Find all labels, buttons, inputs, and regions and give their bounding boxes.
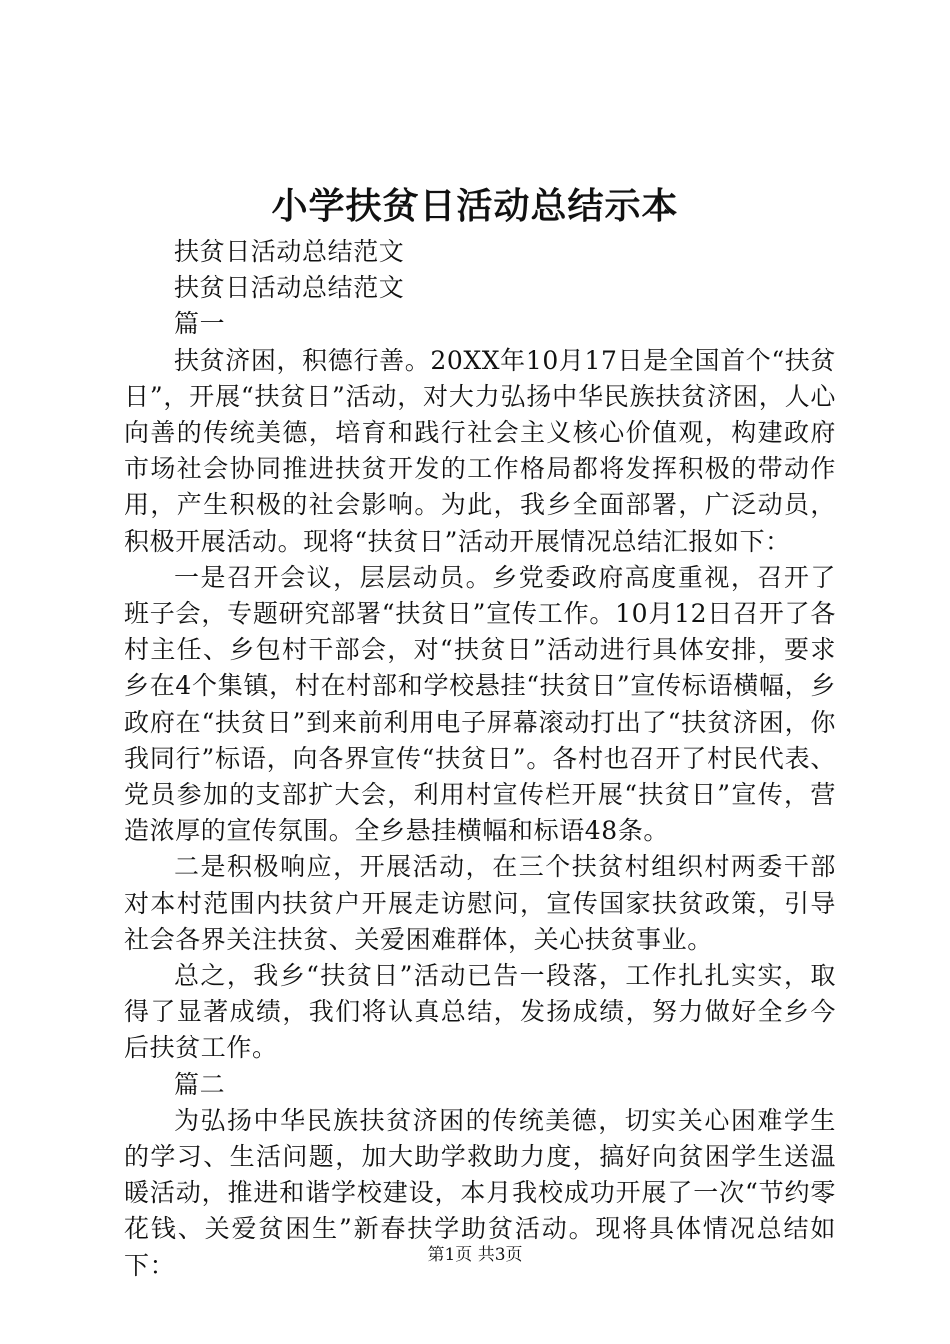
paragraph-intro: 扶贫济困，积德行善。20XX年10月17日是全国首个“扶贫日”，开展“扶贫日”活动，对大力弘扬中华民族扶贫济困，人心向善的传统美德，培育和践行社会主义核心价值观，构建政府市场社会协同推进扶贫开发的工作格局都将发挥积极的带动作用，产生积极的社会影响。为此，我乡全面部署，广泛动员，积极开展活动。现将“扶贫日”活动开展情况总结汇报如下： <box>124 345 836 556</box>
paragraph-section-2: 为弘扬中华民族扶贫济困的传统美德，切实关心困难学生的学习、生活问题，加大助学救助力度，搞好向贫困学生送温暖活动，推进和谐学校建设，本月我校成功开展了一次“节约零花钱、关爱贫困生”新春扶学助贫活动。现将具体情况总结如下： <box>124 1105 836 1280</box>
subtitle-line-1: 扶贫日活动总结范文 <box>174 237 405 266</box>
paragraph-summary: 总之，我乡“扶贫日”活动已告一段落，工作扎扎实实，取得了显著成绩，我们将认真总结，发扬成绩，努力做好全乡今后扶贫工作。 <box>124 961 836 1063</box>
paragraph-point-1: 一是召开会议，层层动员。乡党委政府高度重视，召开了班子会，专题研究部署“扶贫日”宣传工作。10月12日召开了各村主任、乡包村干部会，对“扶贫日”活动进行具体安排，要求乡在4个集镇，村在村部和学校悬挂“扶贫日”宣传标语横幅，乡政府在“扶贫日”到来前利用电子屏幕滚动打出了“扶贫济困，你我同行”标语，向各界宣传“扶贫日”。各村也召开了村民代表、党员参加的支部扩大会，利用村宣传栏开展“扶贫日”宣传，营造浓厚的宣传氛围。全乡悬挂横幅和标语48条。 <box>124 562 836 846</box>
page-number-footer: 第1页 共3页 <box>427 1245 523 1265</box>
subtitle-line-2: 扶贫日活动总结范文 <box>174 273 405 303</box>
paragraph-point-2: 二是积极响应，开展活动，在三个扶贫村组织村两委干部对本村范围内扶贫户开展走访慰问，宣传国家扶贫政策，引导社会各界关注扶贫、关爱困难群体，关心扶贫事业。 <box>124 852 836 954</box>
document-body <box>124 234 836 1284</box>
section-heading-2: 篇二 <box>174 1069 226 1099</box>
document-title: 小学扶贫日活动总结示本 <box>271 185 679 227</box>
section-heading-1: 篇一 <box>174 309 226 339</box>
